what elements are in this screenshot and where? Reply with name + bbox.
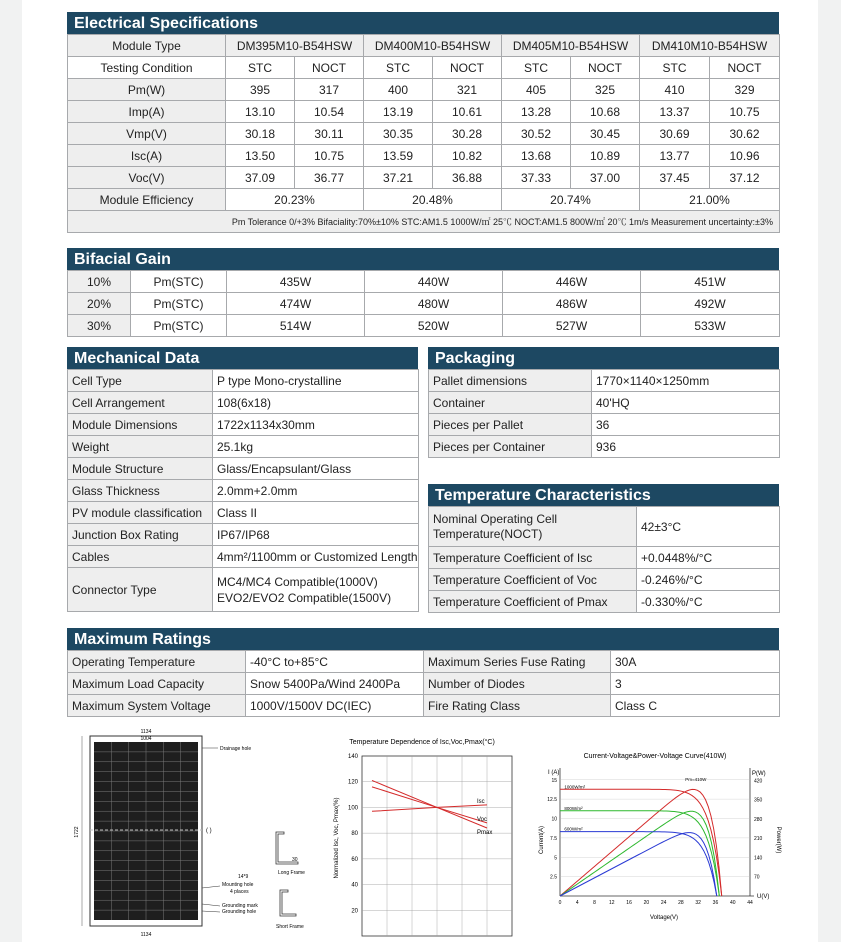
iv-voltage-axis-label: U(V) xyxy=(757,894,770,900)
mechanical-label: Module Structure xyxy=(68,458,213,480)
electrical-value: 13.50 xyxy=(226,145,295,167)
packaging-row xyxy=(429,392,780,414)
mechanical-label: Weight xyxy=(68,436,213,458)
angle-label: 14*9 xyxy=(238,874,249,880)
temp-y-tick: 40 xyxy=(351,882,358,889)
bifacial-value: 486W xyxy=(503,293,641,315)
electrical-value: 30.52 xyxy=(502,123,571,145)
max-rating-row xyxy=(68,695,780,717)
electrical-value: 10.61 xyxy=(433,101,502,123)
bifacial-value: 446W xyxy=(503,271,641,293)
temperature-title: Temperature Characteristics xyxy=(428,484,779,506)
electrical-value: 36.77 xyxy=(295,167,364,189)
bifacial-value: 492W xyxy=(641,293,780,315)
electrical-value: 405 xyxy=(502,79,571,101)
packaging-value: 40'HQ xyxy=(592,392,780,414)
max-rating-value: -40°C to+85°C xyxy=(246,651,424,673)
max-rating-label: Operating Temperature xyxy=(68,651,246,673)
mechanical-label: Cell Arrangement xyxy=(68,392,213,414)
bifacial-value: 440W xyxy=(365,271,503,293)
bifacial-value: 527W xyxy=(503,315,641,337)
packaging-row xyxy=(429,370,780,392)
electrical-value: 13.37 xyxy=(640,101,710,123)
iv-x-tick: 16 xyxy=(626,900,632,906)
mechanical-value: 1722x1134x30mm xyxy=(213,414,419,436)
electrical-value: 13.68 xyxy=(502,145,571,167)
mechanical-table xyxy=(67,369,419,612)
electrical-value: 317 xyxy=(295,79,364,101)
figures-area xyxy=(60,728,790,940)
mechanical-row xyxy=(68,392,419,414)
mechanical-value: IP67/IP68 xyxy=(213,524,419,546)
iv-x-tick: 0 xyxy=(558,900,562,906)
electrical-value: 30.45 xyxy=(571,123,640,145)
electrical-row xyxy=(68,101,780,123)
electrical-value: 13.77 xyxy=(640,145,710,167)
temp-series-label: Isc xyxy=(477,798,485,805)
temperature-row xyxy=(429,591,780,613)
efficiency-value: 20.23% xyxy=(226,189,364,211)
electrical-value: 13.19 xyxy=(364,101,433,123)
electrical-value: 410 xyxy=(640,79,710,101)
electrical-value: 321 xyxy=(433,79,502,101)
connector-label: Connector Type xyxy=(68,568,213,612)
mechanical-value: 25.1kg xyxy=(213,436,419,458)
electrical-value: 10.75 xyxy=(295,145,364,167)
electrical-value: 10.75 xyxy=(710,101,780,123)
electrical-value: 325 xyxy=(571,79,640,101)
bifacial-value: 480W xyxy=(365,293,503,315)
electrical-row-label: Voc(V) xyxy=(68,167,226,189)
electrical-value: 329 xyxy=(710,79,780,101)
connector-value xyxy=(213,568,419,612)
iv-y2-tick: 280 xyxy=(754,816,763,823)
packaging-label: Pieces per Pallet xyxy=(429,414,592,436)
iv-power-curve xyxy=(560,789,722,896)
packaging-title: Packaging xyxy=(428,347,779,369)
electrical-value: 36.88 xyxy=(433,167,502,189)
bifacial-value: 451W xyxy=(641,271,780,293)
packaging-value: 936 xyxy=(592,436,780,458)
electrical-value: 30.35 xyxy=(364,123,433,145)
iv-x-tick: 12 xyxy=(609,900,615,906)
max-ratings-title: Maximum Ratings xyxy=(67,628,779,650)
iv-series-label: 600W/m² xyxy=(564,826,583,832)
electrical-value: 10.96 xyxy=(710,145,780,167)
max-rating-value-2: 30A xyxy=(611,651,780,673)
electrical-note: Pm Tolerance 0/+3% Bifaciality:70%±10% STC:AM1.5 1000W/㎡ 25℃ NOCT:AM1.5 800W/㎡ 20℃ 1m/s Measurement uncertainty:±3% xyxy=(68,211,780,233)
electrical-value: 37.00 xyxy=(571,167,640,189)
electrical-row-label: Imp(A) xyxy=(68,101,226,123)
electrical-row xyxy=(68,145,780,167)
module-drawing xyxy=(74,729,305,938)
module-type-label: Module Type xyxy=(68,35,226,57)
temperature-label: Temperature Coefficient of Isc xyxy=(429,547,637,569)
packaging-table xyxy=(428,369,780,458)
connector-line-2: EVO2/EVO2 Compatible(1500V) xyxy=(217,590,392,605)
long-frame-dim: 30 xyxy=(292,857,298,863)
short-frame-label: Short Frame xyxy=(276,924,304,930)
grounding-mark-label: Grounding mark xyxy=(222,903,258,909)
temp-y-tick: 80 xyxy=(351,831,358,838)
mounting-label-1: Mounting hole xyxy=(222,882,254,888)
model-name: DM410M10-B54HSW xyxy=(640,35,780,57)
iv-x-tick: 24 xyxy=(660,900,667,906)
temperature-label: Temperature Coefficient of Pmax xyxy=(429,591,637,613)
model-name: DM395M10-B54HSW xyxy=(226,35,364,57)
iv-x-tick: 32 xyxy=(695,900,701,906)
mechanical-row xyxy=(68,436,419,458)
efficiency-value: 21.00% xyxy=(640,189,780,211)
electrical-row-label: Isc(A) xyxy=(68,145,226,167)
grounding-hole-leader xyxy=(202,911,220,912)
bifacial-row xyxy=(68,293,780,315)
electrical-value: 37.45 xyxy=(640,167,710,189)
packaging-section xyxy=(428,347,779,458)
iv-series-label: 800W/m² xyxy=(564,805,583,811)
packaging-label: Container xyxy=(429,392,592,414)
temp-y-tick: 20 xyxy=(351,908,358,915)
electrical-value: 13.10 xyxy=(226,101,295,123)
packaging-label: Pieces per Container xyxy=(429,436,592,458)
temperature-section xyxy=(428,484,779,613)
mechanical-row xyxy=(68,524,419,546)
max-rating-value: 1000V/1500V DC(IEC) xyxy=(246,695,424,717)
iv-x-tick: 4 xyxy=(575,900,579,906)
max-rating-value: Snow 5400Pa/Wind 2400Pa xyxy=(246,673,424,695)
iv-series-label: 1000W/m² xyxy=(564,784,586,790)
iv-y-tick: 10 xyxy=(551,816,557,823)
mechanical-row xyxy=(68,546,419,568)
temperature-row xyxy=(429,547,780,569)
max-ratings-section xyxy=(67,628,779,717)
bifacial-value: 435W xyxy=(227,271,365,293)
iv-y-tick: 15 xyxy=(551,777,557,784)
iv-y-tick: 5 xyxy=(554,855,557,862)
iv-current-axis-label: I (A) xyxy=(548,770,560,776)
mechanical-title: Mechanical Data xyxy=(67,347,418,369)
bifacial-gain: 10% xyxy=(68,271,131,293)
iv-y2-tick: 420 xyxy=(754,778,763,785)
iv-x-tick: 40 xyxy=(729,900,736,906)
packaging-value: 1770×1140×1250mm xyxy=(592,370,780,392)
grounding-leader xyxy=(202,904,220,906)
iv-y2-tick: 70 xyxy=(754,874,760,881)
condition-cell: STC xyxy=(226,57,295,79)
temp-series-line xyxy=(372,805,487,811)
iv-x-tick: 8 xyxy=(593,900,596,906)
electrical-value: 10.89 xyxy=(571,145,640,167)
temp-series-label: Voc xyxy=(477,816,488,823)
electrical-value: 37.12 xyxy=(710,167,780,189)
mechanical-row xyxy=(68,502,419,524)
mechanical-label: Module Dimensions xyxy=(68,414,213,436)
electrical-table xyxy=(67,34,780,233)
connector-line-1: MC4/MC4 Compatible(1000V) xyxy=(217,574,378,589)
electrical-row xyxy=(68,167,780,189)
width-bottom-dim: 1134 xyxy=(140,932,152,938)
condition-cell: NOCT xyxy=(433,57,502,79)
electrical-section xyxy=(67,12,779,233)
electrical-value: 30.11 xyxy=(295,123,364,145)
temperature-row xyxy=(429,569,780,591)
bifacial-value: 514W xyxy=(227,315,365,337)
model-name: DM400M10-B54HSW xyxy=(364,35,502,57)
mechanical-row xyxy=(68,458,419,480)
mounting-label-2: 4 places xyxy=(230,889,249,895)
max-rating-label: Maximum Load Capacity xyxy=(68,673,246,695)
electrical-value: 400 xyxy=(364,79,433,101)
width-top-dim: 1134 xyxy=(140,729,152,735)
bifacial-row xyxy=(68,315,780,337)
temperature-value: +0.0448%/°C xyxy=(637,547,780,569)
width-inner-dim: 1004 xyxy=(140,736,152,742)
packaging-row xyxy=(429,436,780,458)
electrical-value: 13.28 xyxy=(502,101,571,123)
condition-cell: STC xyxy=(502,57,571,79)
electrical-row-label: Vmp(V) xyxy=(68,123,226,145)
temperature-table xyxy=(428,506,780,613)
iv-ylabel: Current(A) xyxy=(539,825,545,855)
max-rating-label-2: Number of Diodes xyxy=(424,673,611,695)
electrical-title: Electrical Specifications xyxy=(67,12,779,34)
electrical-value: 13.59 xyxy=(364,145,433,167)
temp-series-label: Pmax xyxy=(477,830,493,836)
electrical-value: 37.21 xyxy=(364,167,433,189)
bifacial-row xyxy=(68,271,780,293)
noct-label xyxy=(429,507,637,547)
bifacial-gain: 30% xyxy=(68,315,131,337)
iv-pm-label: Pm=410W xyxy=(685,777,707,783)
temp-chart-title: Temperature Dependence of Isc,Voc,Pmax(°C) xyxy=(349,739,495,746)
temperature-value: -0.330%/°C xyxy=(637,591,780,613)
iv-x-tick: 28 xyxy=(678,900,684,906)
temperature-value: -0.246%/°C xyxy=(637,569,780,591)
condition-cell: STC xyxy=(640,57,710,79)
noct-label-line-2: Temperature(NOCT) xyxy=(433,526,543,541)
mechanical-value: P type Mono-crystalline xyxy=(213,370,419,392)
bifacial-title: Bifacial Gain xyxy=(67,248,779,270)
electrical-row xyxy=(68,123,780,145)
grounding-hole-label: Grounding hole xyxy=(222,909,257,915)
electrical-value: 30.18 xyxy=(226,123,295,145)
temp-y-tick: 140 xyxy=(347,754,358,760)
efficiency-value: 20.48% xyxy=(364,189,502,211)
bifacial-table xyxy=(67,270,780,337)
bifacial-label: Pm(STC) xyxy=(131,271,227,293)
max-ratings-table xyxy=(67,650,780,717)
mechanical-section xyxy=(67,347,418,612)
electrical-value: 30.62 xyxy=(710,123,780,145)
height-dim: 1722 xyxy=(74,826,80,838)
bifacial-section xyxy=(67,248,779,337)
electrical-value: 37.33 xyxy=(502,167,571,189)
mechanical-label: Glass Thickness xyxy=(68,480,213,502)
electrical-value: 10.54 xyxy=(295,101,364,123)
electrical-value: 10.82 xyxy=(433,145,502,167)
condition-cell: STC xyxy=(364,57,433,79)
max-rating-row xyxy=(68,673,780,695)
iv-chart-title: Current-Voltage&Power-Voltage Curve(410W) xyxy=(583,753,727,760)
iv-y-tick: 7.5 xyxy=(550,835,557,842)
iv-x-tick: 36 xyxy=(712,900,719,906)
condition-cell: NOCT xyxy=(710,57,780,79)
bifacial-label: Pm(STC) xyxy=(131,293,227,315)
model-name: DM405M10-B54HSW xyxy=(502,35,640,57)
electrical-value: 10.68 xyxy=(571,101,640,123)
mechanical-row xyxy=(68,480,419,502)
packaging-label: Pallet dimensions xyxy=(429,370,592,392)
mechanical-value: 2.0mm+2.0mm xyxy=(213,480,419,502)
mechanical-row xyxy=(68,414,419,436)
electrical-row xyxy=(68,79,780,101)
iv-x-tick: 44 xyxy=(747,900,753,906)
noct-label-line-1: Nominal Operating Cell xyxy=(433,511,558,526)
mechanical-value: 108(6x18) xyxy=(213,392,419,414)
iv-y-tick: 2.5 xyxy=(550,874,557,881)
iv-y2label: Power(W) xyxy=(775,826,781,854)
electrical-value: 30.69 xyxy=(640,123,710,145)
iv-chart xyxy=(539,753,781,921)
iv-y-tick: 12.5 xyxy=(547,797,557,804)
mechanical-label: Cell Type xyxy=(68,370,213,392)
electrical-value: 30.28 xyxy=(433,123,502,145)
temp-y-tick: 100 xyxy=(347,805,358,812)
electrical-value: 37.09 xyxy=(226,167,295,189)
packaging-value: 36 xyxy=(592,414,780,436)
condition-cell: NOCT xyxy=(571,57,640,79)
bifacial-value: 533W xyxy=(641,315,780,337)
max-rating-value-2: Class C xyxy=(611,695,780,717)
temperature-chart xyxy=(334,738,518,940)
noct-value: 42±3°C xyxy=(637,507,780,547)
bifacial-gain: 20% xyxy=(68,293,131,315)
temperature-label: Temperature Coefficient of Voc xyxy=(429,569,637,591)
efficiency-label: Module Efficiency xyxy=(68,189,226,211)
bifacial-label: Pm(STC) xyxy=(131,315,227,337)
iv-y2-tick: 350 xyxy=(754,797,763,804)
mechanical-row xyxy=(68,370,419,392)
condition-cell: NOCT xyxy=(295,57,364,79)
mechanical-label: PV module classification xyxy=(68,502,213,524)
mechanical-value: 4mm²/1100mm or Customized Length xyxy=(213,546,419,568)
bifacial-value: 520W xyxy=(365,315,503,337)
temp-chart-ylabel: Normalized Isc, Voc, Pmax(%) xyxy=(334,797,340,879)
mechanical-label: Cables xyxy=(68,546,213,568)
max-rating-label-2: Fire Rating Class xyxy=(424,695,611,717)
temp-series-line xyxy=(372,787,487,823)
long-frame-label: Long Frame xyxy=(278,870,305,876)
short-frame-profile xyxy=(280,890,296,916)
mechanical-value: Class II xyxy=(213,502,419,524)
electrical-row-label: Pm(W) xyxy=(68,79,226,101)
iv-xlabel: Voltage(V) xyxy=(649,915,679,921)
testing-condition-label: Testing Condition xyxy=(68,57,226,79)
temp-y-tick: 120 xyxy=(347,779,358,786)
temp-series-line xyxy=(372,780,487,828)
electrical-value: 395 xyxy=(226,79,295,101)
drainage-label: Drainage hole xyxy=(220,746,252,752)
mechanical-value: Glass/Encapsulant/Glass xyxy=(213,458,419,480)
max-rating-value-2: 3 xyxy=(611,673,780,695)
section-mark: ( ) xyxy=(206,828,212,834)
bifacial-value: 474W xyxy=(227,293,365,315)
max-rating-row xyxy=(68,651,780,673)
mounting-leader xyxy=(202,886,220,888)
max-rating-label-2: Maximum Series Fuse Rating xyxy=(424,651,611,673)
iv-x-tick: 20 xyxy=(643,900,650,906)
temp-y-tick: 60 xyxy=(351,856,358,863)
iv-y2-tick: 140 xyxy=(754,855,763,862)
iv-power-axis-label: P(W) xyxy=(752,771,766,777)
packaging-row xyxy=(429,414,780,436)
efficiency-value: 20.74% xyxy=(502,189,640,211)
mechanical-label: Junction Box Rating xyxy=(68,524,213,546)
max-rating-label: Maximum System Voltage xyxy=(68,695,246,717)
iv-y2-tick: 210 xyxy=(754,836,763,843)
